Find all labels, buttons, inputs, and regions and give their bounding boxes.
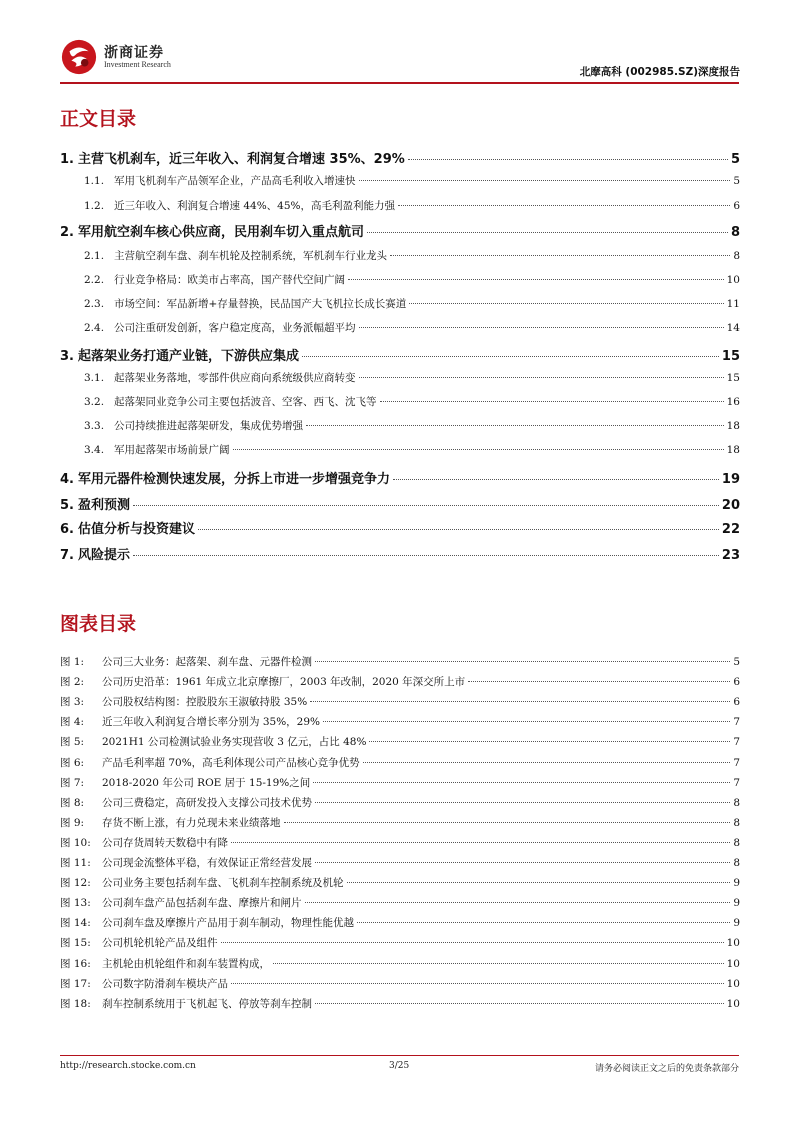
toc-entry-text: 主营航空刹车盘、刹车机轮及控制系统，军机刹车行业龙头 — [114, 250, 387, 262]
dot-leader — [468, 680, 730, 682]
figure-entry-text: 公司历史沿革：1961 年成立北京摩擦厂，2003 年改制，2020 年深交所上市 — [102, 676, 466, 689]
figure-entry-page: 7 — [733, 716, 740, 729]
figure-entry[interactable] — [60, 976, 740, 991]
dot-leader — [359, 376, 724, 378]
toc-entry-page: 5 — [730, 152, 740, 167]
dot-leader — [369, 740, 730, 742]
toc-entry-number: 1.2. — [84, 200, 105, 212]
figure-entry-page: 8 — [733, 836, 740, 849]
figure-entry-text: 公司刹车盘产品包括刹车盘、摩擦片和闸片 — [102, 897, 302, 910]
toc-entry-page: 6 — [733, 200, 740, 212]
toc-entry[interactable] — [60, 148, 740, 167]
toc-entry-number: 1. — [60, 152, 74, 167]
toc-entry[interactable] — [60, 394, 740, 409]
figure-entry-text: 2018-2020 年公司 ROE 居于 15-19%之间 — [102, 776, 311, 789]
figure-entry-text: 公司业务主要包括刹车盘、飞机刹车控制系统及机轮 — [102, 877, 344, 890]
toc-entry-text: 公司注重研发创新，客户稳定度高，业务派幅超平均 — [114, 322, 356, 334]
toc-entry-text: 估值分析与投资建议 — [78, 522, 196, 537]
toc-entry[interactable] — [60, 370, 740, 385]
figure-entry-number: 图 1: — [60, 656, 85, 668]
toc-entry-number: 2.4. — [84, 322, 105, 334]
dot-leader — [357, 921, 730, 923]
toc-entry[interactable] — [60, 173, 740, 188]
figure-entry[interactable] — [60, 935, 740, 950]
toc-title: 正文目录 — [60, 108, 137, 130]
figure-entry-text: 公司股权结构图：控股股东王淑敏持股 35% — [102, 696, 308, 709]
figure-entry[interactable] — [60, 895, 740, 910]
dot-leader — [133, 504, 719, 506]
figure-entry-page: 8 — [733, 857, 740, 869]
toc-entry-text: 市场空间：军品新增+存量替换，民品国产大飞机拉长成长赛道 — [114, 298, 407, 310]
figure-entry-page: 10 — [726, 937, 740, 950]
toc-entry-text: 军用元器件检测快速发展，分拆上市进一步增强竞争力 — [78, 472, 391, 487]
toc-entry-number: 2.1. — [84, 250, 105, 262]
figure-entry-number: 图 15: — [60, 937, 91, 950]
figure-entry-page: 8 — [733, 816, 740, 829]
footer-url[interactable]: http://research.stocke.com.cn — [60, 1061, 196, 1071]
figure-entry-page: 10 — [726, 997, 740, 1010]
toc-entry[interactable] — [60, 468, 740, 487]
toc-entry-number: 6. — [60, 522, 74, 537]
figure-entry[interactable] — [60, 956, 740, 971]
toc-entry-text: 主营飞机刹车，近三年收入、利润复合增速 35%、29% — [78, 152, 405, 167]
figure-entry-page: 7 — [733, 736, 740, 749]
figure-entry-number: 图 2: — [60, 676, 85, 689]
toc-entry-number: 2.3. — [84, 298, 105, 310]
dot-leader — [367, 231, 728, 233]
toc-entry[interactable] — [60, 296, 740, 311]
toc-entry-page: 15 — [721, 349, 740, 364]
toc-entry[interactable] — [60, 418, 740, 433]
figure-entry-text: 主机轮由机轮组件和刹车装置构成， — [102, 957, 270, 970]
toc-entry-number: 3.3. — [84, 420, 105, 432]
figure-entry-page: 7 — [733, 776, 740, 789]
toc-entry-text: 盈利预测 — [78, 498, 131, 513]
toc-entry-number: 3.1. — [84, 372, 105, 384]
dot-leader — [198, 528, 719, 530]
toc-entry-number: 2.2. — [84, 274, 105, 286]
figure-entry[interactable] — [60, 775, 740, 790]
toc-entry[interactable] — [60, 198, 740, 213]
dot-leader — [221, 941, 724, 943]
dot-leader — [359, 326, 724, 328]
dot-leader — [315, 801, 730, 803]
figure-entry-number: 图 5: — [60, 736, 85, 749]
toc-entry-page: 5 — [733, 175, 740, 187]
figure-entry-number: 图 10: — [60, 836, 91, 849]
dot-leader — [315, 1002, 724, 1004]
dot-leader — [284, 821, 731, 823]
figure-entry-text: 2021H1 公司检测试验业务实现营收 3 亿元，占比 48% — [102, 736, 367, 749]
header-divider — [60, 82, 739, 84]
toc-entry-page: 14 — [726, 322, 740, 334]
toc-entry[interactable] — [60, 248, 740, 263]
dot-leader — [315, 660, 730, 662]
figure-entry-page: 5 — [733, 656, 740, 668]
dot-leader — [390, 254, 730, 256]
figure-entry-page: 9 — [733, 877, 740, 890]
dot-leader — [313, 781, 730, 783]
toc-entry-page: 8 — [733, 250, 740, 262]
toc-entry-number: 4. — [60, 472, 74, 487]
figure-entry-text: 公司刹车盘及摩擦片产品用于刹车制动，物理性能优越 — [102, 917, 354, 930]
toc-entry-number: 3.4. — [84, 444, 105, 456]
dot-leader — [408, 158, 728, 160]
dot-leader — [380, 400, 724, 402]
toc-entry-page: 22 — [721, 522, 740, 537]
figure-entry-number: 图 12: — [60, 877, 91, 890]
dot-leader — [302, 355, 719, 357]
toc-entry-number: 3. — [60, 349, 74, 364]
toc-entry-number: 1.1. — [84, 175, 105, 187]
figure-entry-text: 产品毛利率超 70%，高毛利体现公司产品核心竞争优势 — [102, 756, 360, 769]
dot-leader — [231, 841, 730, 843]
footer-divider — [60, 1055, 739, 1056]
figure-entry[interactable] — [60, 835, 740, 850]
figure-entry[interactable] — [60, 996, 740, 1011]
figure-entry-number: 图 11: — [60, 857, 91, 869]
toc-entry[interactable] — [60, 518, 740, 537]
dot-leader — [306, 424, 724, 426]
dot-leader — [233, 448, 724, 450]
toc-entry-page: 18 — [726, 420, 740, 432]
figure-entry[interactable] — [60, 755, 740, 770]
figures-title: 图表目录 — [60, 613, 137, 635]
dot-leader — [310, 700, 730, 702]
figure-entry-text: 公司三费稳定，高研发投入支撑公司技术优势 — [102, 796, 312, 809]
figure-entry-text: 公司现金流整体平稳，有效保证正常经营发展 — [102, 857, 312, 869]
toc-entry[interactable] — [60, 221, 740, 240]
dot-leader — [359, 179, 731, 181]
figure-entry-page: 7 — [733, 756, 740, 769]
toc-entry-text: 军用起落架市场前景广阔 — [114, 444, 230, 456]
figure-entry-page: 9 — [733, 897, 740, 910]
figure-entry-page: 9 — [733, 917, 740, 930]
report-info: 北摩高科 (002985.SZ)深度报告 — [579, 66, 740, 78]
brand-subtitle: Investment Research — [104, 60, 171, 69]
dot-leader — [393, 478, 719, 480]
figure-entry-number: 图 14: — [60, 917, 91, 930]
toc-entry-page: 16 — [726, 396, 740, 408]
figure-entry-text: 公司存货周转天数稳中有降 — [102, 836, 228, 849]
figure-entry-page: 8 — [733, 796, 740, 809]
dot-leader — [305, 901, 731, 903]
toc-entry-page: 11 — [726, 298, 740, 310]
toc-entry-text: 起落架业务打通产业链，下游供应集成 — [78, 349, 300, 364]
figure-entry-text: 刹车控制系统用于飞机起飞、停放等刹车控制 — [102, 997, 312, 1010]
figure-entry[interactable] — [60, 855, 740, 870]
figure-entry[interactable] — [60, 795, 740, 810]
toc-entry-number: 5. — [60, 498, 74, 513]
page-number: 3/25 — [389, 1061, 410, 1071]
figure-entry-number: 图 17: — [60, 977, 91, 990]
toc-entry-page: 20 — [721, 498, 740, 513]
toc-entry[interactable] — [60, 544, 740, 563]
toc-entry-number: 7. — [60, 548, 74, 563]
brand-name: 浙商证券 — [104, 45, 164, 61]
toc-entry-text: 行业竞争格局：欧美市占率高，国产替代空间广阔 — [114, 274, 345, 286]
figure-entry-number: 图 18: — [60, 997, 91, 1010]
figure-entry-number: 图 13: — [60, 897, 91, 910]
toc-entry-text: 风险提示 — [78, 548, 131, 563]
dot-leader — [409, 302, 723, 304]
toc-entry-text: 近三年收入、利润复合增速 44%、45%，高毛利盈利能力强 — [114, 200, 396, 212]
figure-entry-number: 图 8: — [60, 796, 85, 809]
dot-leader — [231, 982, 724, 984]
toc-entry-text: 军用飞机刹车产品领军企业，产品高毛利收入增速快 — [114, 175, 356, 187]
toc-entry-page: 23 — [721, 548, 740, 563]
zheshang-logo-icon — [60, 38, 98, 76]
dot-leader — [347, 881, 731, 883]
figure-entry-page: 10 — [726, 977, 740, 990]
dot-leader — [133, 554, 719, 556]
toc-entry[interactable] — [60, 272, 740, 287]
figure-entry[interactable] — [60, 714, 740, 729]
toc-entry[interactable] — [60, 494, 740, 513]
figure-entry-text: 存货不断上涨，有力兑现未来业绩落地 — [102, 816, 281, 829]
figure-entry[interactable] — [60, 734, 740, 749]
figure-entry-number: 图 9: — [60, 816, 85, 829]
toc-entry-number: 3.2. — [84, 396, 105, 408]
dot-leader — [363, 761, 731, 763]
figure-entry-text: 公司数字防滑刹车模块产品 — [102, 977, 228, 990]
toc-entry-page: 15 — [726, 372, 740, 384]
disclaimer: 请务必阅读正文之后的免责条款部分 — [594, 1064, 739, 1074]
page-header — [60, 38, 740, 80]
figure-entry-number: 图 4: — [60, 716, 85, 729]
dot-leader — [323, 720, 730, 722]
figure-entry-number: 图 3: — [60, 696, 85, 709]
toc-entry-page: 10 — [726, 274, 740, 286]
dot-leader — [398, 204, 730, 206]
figure-entry[interactable] — [60, 875, 740, 890]
toc-entry-text: 军用航空刹车核心供应商，民用刹车切入重点航司 — [78, 225, 365, 240]
toc-entry[interactable] — [60, 345, 740, 364]
figure-entry-text: 公司三大业务：起落架、刹车盘、元器件检测 — [102, 656, 312, 668]
figure-entry-number: 图 7: — [60, 776, 85, 789]
toc-entry-number: 2. — [60, 225, 74, 240]
figure-entry[interactable] — [60, 694, 740, 709]
dot-leader — [273, 962, 724, 964]
toc-entry-text: 起落架同业竞争公司主要包括波音、空客、西飞、沈飞等 — [114, 396, 377, 408]
figure-entry[interactable] — [60, 915, 740, 930]
toc-entry-text: 起落架业务落地，零部件供应商向系统级供应商转变 — [114, 372, 356, 384]
figure-entry-number: 图 6: — [60, 756, 85, 769]
toc-entry-text: 公司持续推进起落架研发，集成优势增强 — [114, 420, 303, 432]
figure-entry-text: 公司机轮机轮产品及组件 — [102, 937, 218, 950]
dot-leader — [315, 861, 730, 863]
toc-entry[interactable] — [60, 442, 740, 457]
figure-entry-number: 图 16: — [60, 957, 91, 970]
figure-entry-page: 6 — [733, 676, 740, 689]
dot-leader — [348, 278, 724, 280]
figure-entry-text: 近三年收入利润复合增长率分别为 35%，29% — [102, 716, 321, 729]
toc-entry[interactable] — [60, 320, 740, 335]
figure-entry-page: 6 — [733, 696, 740, 709]
toc-entry-page: 8 — [730, 225, 740, 240]
figure-entry[interactable] — [60, 674, 740, 689]
toc-entry-page: 19 — [721, 472, 740, 487]
toc-entry-page: 18 — [726, 444, 740, 456]
figure-entry[interactable] — [60, 815, 740, 830]
figure-entry[interactable] — [60, 654, 740, 669]
figure-entry-page: 10 — [726, 957, 740, 970]
